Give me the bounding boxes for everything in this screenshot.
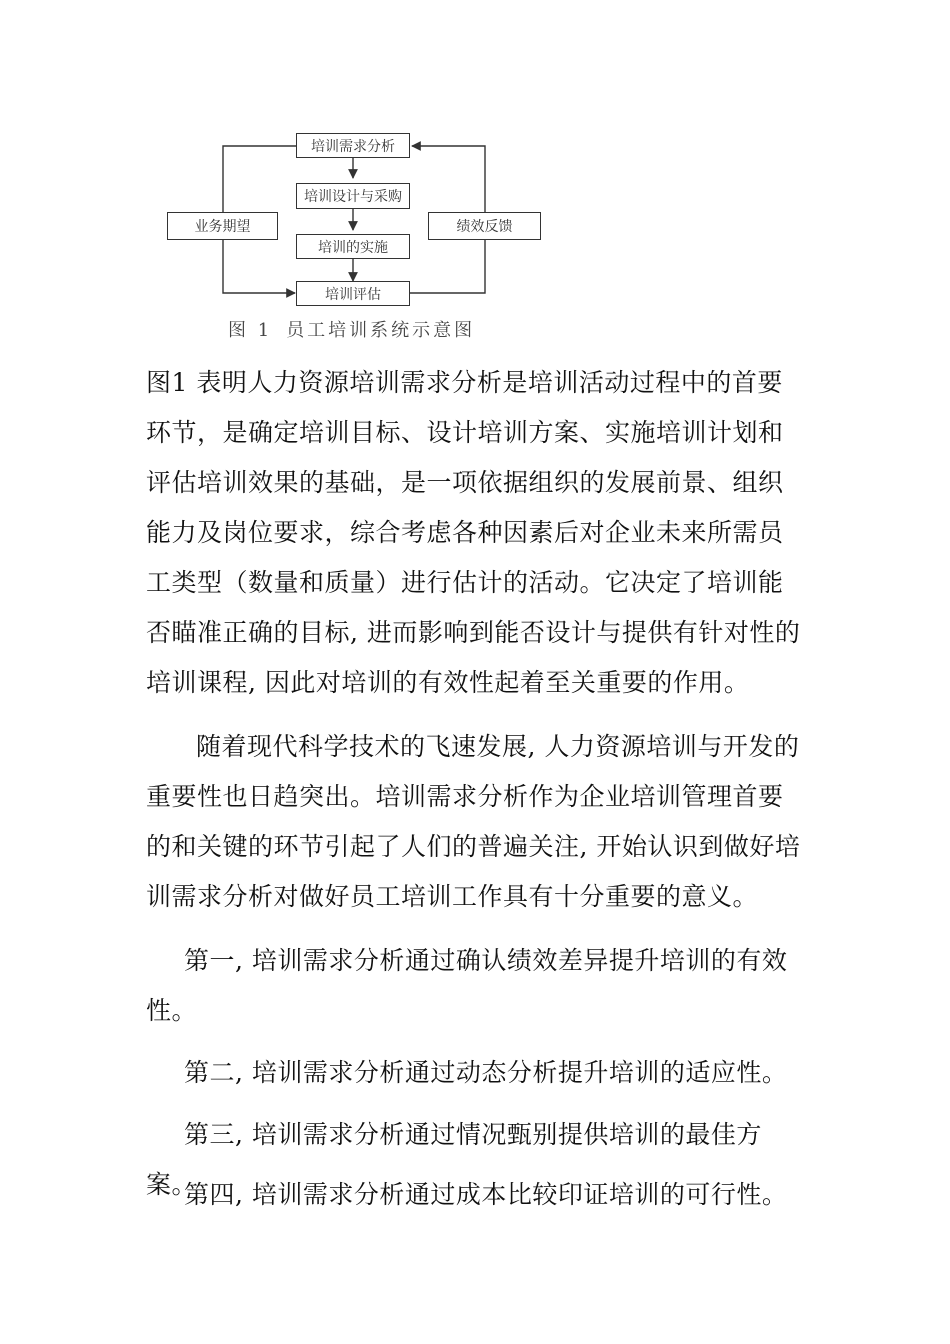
paragraph-figure-explanation: 图1 表明人力资源培训需求分析是培训活动过程中的首要环节，是确定培训目标、设计培训方案、实施培训计划和评估培训效果的基础，是一项依据组织的发展前景、组织能力及岗位要求，综合考虑各种因素后对企业未来所需员工类型（数量和质量）进行估计的活动。它决定了培训能否瞄准正确的目标, 进而影响到能否设计与提供有针对性的培训课程, 因此对培训的有效性起着至关重要的作用。 (146, 368, 801, 697)
box-business-expectation: 业务期望 (167, 212, 278, 240)
figure-caption (228, 316, 475, 342)
box-implementation: 培训的实施 (296, 234, 410, 259)
arrow-feedback-to-needs (412, 146, 485, 212)
training-system-diagram (150, 120, 570, 355)
paragraph-point-three: 第三, 培训需求分析通过情况甄别提供培训的最佳方案。 (146, 1120, 762, 1199)
paragraph-point-four: 第四, 培训需求分析通过成本比较印证培训的可行性。 (184, 1180, 788, 1209)
paragraph-point-two: 第二, 培训需求分析通过动态分析提升培训的适应性。 (184, 1058, 788, 1087)
paragraph-point-one: 第一, 培训需求分析通过确认绩效差异提升培训的有效性。 (146, 946, 788, 1025)
arrow-expectation-to-evaluation (223, 240, 295, 293)
caption-number: 图 1 (228, 320, 273, 341)
box-performance-feedback: 绩效反馈 (428, 212, 541, 240)
line-needs-to-expectation (223, 146, 296, 212)
box-evaluation: 培训评估 (296, 281, 410, 306)
box-design-purchase: 培训设计与采购 (296, 183, 410, 209)
line-evaluation-to-feedback (410, 240, 485, 293)
caption-title: 员工培训系统示意图 (286, 320, 476, 341)
paragraph-importance: 随着现代科学技术的飞速发展, 人力资源培训与开发的重要性也日趋突出。培训需求分析作为企业培训管理首要的和关键的环节引起了人们的普遍关注, 开始认识到做好培训需求分析对做好员工培训工作具有十分重要的意义。 (146, 732, 801, 911)
box-needs-analysis: 培训需求分析 (296, 133, 410, 158)
